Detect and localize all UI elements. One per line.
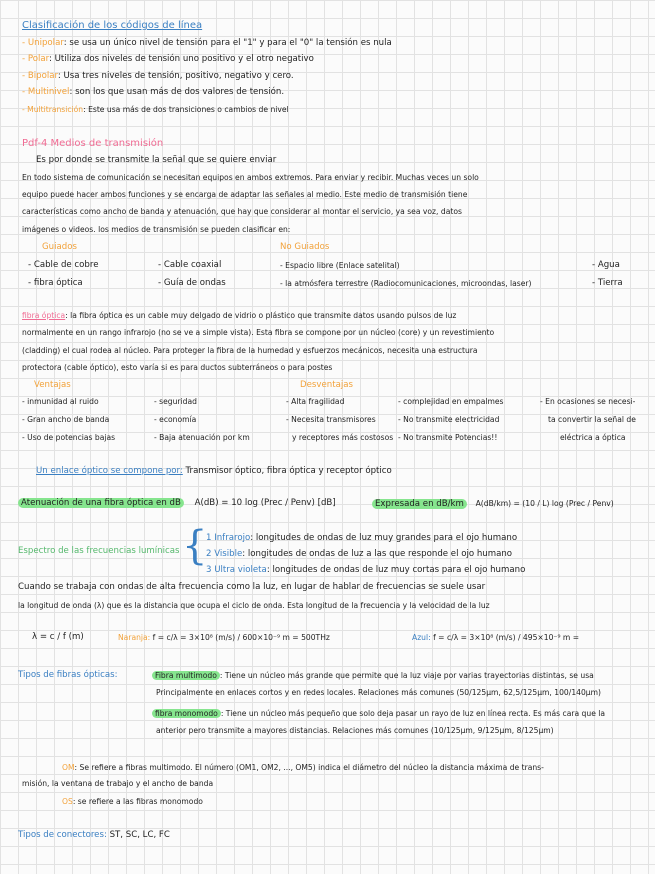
list-item: - inmunidad al ruido [22,397,99,406]
list-item: - En ocasiones se necesi- [540,397,636,406]
list-item: - Espacio libre (Enlace satelital) [280,261,400,270]
enlace-lead: Un enlace óptico se compone por: [36,466,183,476]
atenuacion-formula: A(dB) = 10 log (Prec / Penv) [dB] [194,498,336,508]
paragraph-line: En todo sistema de comunicación se necesitan equipos en ambos extremos. Para enviar y recibir. Muchas veces un solo [22,173,479,182]
list-item: y receptores más costosos [292,433,394,442]
ventajas-heading: Ventajas [34,380,71,390]
list-item: - Bipolar: Usa tres niveles de tensión, positivo, negativo y cero. [22,71,294,81]
os-label: OS [62,797,73,806]
naranja-row: Naranja: f = c/λ = 3×10⁸ (m/s) / 600×10⁻⁹ m = 500THz [118,633,330,642]
list-item: - Uso de potencias bajas [22,433,116,442]
espectro-item: 3 Ultra violeta: longitudes de ondas de luz muy cortas para el ojo humano [206,565,526,575]
list-item: - Baja atenuación por km [154,433,250,442]
desventajas-heading: Desventajas [300,380,353,390]
naranja-label: Naranja: [118,633,151,642]
azul-label: Azul: [412,633,431,642]
monomodo-line: fibra monomodo : Tiene un núcleo más pequeño que solo deja pasar un rayo de luz en línea recta. Es más cara que la [152,708,605,719]
paragraph-line: equipo puede hacer ambos funciones y se encarga de adaptar las señales al medio. Este medio de transmisión tiene [22,190,468,199]
term-multinivel: Multinivel [27,87,70,97]
monomodo-label: fibra monomodo [152,709,221,718]
no-guiados-heading: No Guiados [280,242,330,252]
term-infrarojo: Infrarojo [214,533,251,543]
paragraph-line: la longitud de onda (λ) que es la distancia que ocupa el ciclo de onda. Esta longitud de la frecuencia y la velocidad de la luz [18,601,490,610]
conectores-list: ST, SC, LC, FC [109,830,170,840]
list-item: - Guía de ondas [158,278,226,288]
list-item: - fibra óptica [28,278,83,288]
atenuacion-km-row [372,498,614,510]
list-item: ta convertir la señal de [548,415,636,424]
term-multitransicion: Multitransición [27,105,84,114]
atenuacion-km-formula: A(dB/km) = (10 / L) log (Prec / Penv) [475,499,614,508]
term-polar: Polar [27,54,50,64]
paragraph-line: (cladding) el cual rodea al núcleo. Para proteger la fibra de la humedad y esfuerzos mecánicos, necesita una estructura [22,346,478,355]
os-line: OS: se refiere a las fibras monomodo [62,797,203,806]
section-title-codigos-linea: Clasificación de los códigos de línea [22,20,203,31]
espectro-title: Espectro de las frecuencias lumínicas [18,546,180,556]
list-item: - Gran ancho de banda [22,415,110,424]
atenuacion-km-label: Expresada en dB/km [372,499,467,509]
multimodo-label: Fibra multimodo [152,671,220,680]
list-item: - Cable de cobre [28,260,99,270]
term-unipolar: Unipolar [27,38,64,48]
paragraph-line: anterior pero transmite a mayores distancias. Relaciones más comunes (10/125μm, 9/125μm, 8/125μm) [156,726,554,735]
atenuacion-label: Atenuación de una fibra óptica en dB [18,498,184,508]
om-line: OM: Se refiere a fibras multimodo. El número (OM1, OM2, ..., OM5) indica el diámetro del núcleo la distancia máxima de trans- [62,763,544,772]
list-item: - Multinivel: son los que usan más de dos valores de tensión. [22,87,285,97]
list-item: - Tierra [592,278,623,288]
atenuacion-row [18,498,336,509]
espectro-item: 1 Infrarojo: longitudes de ondas de luz muy grandes para el ojo humano [206,533,518,543]
list-item: - Necesita transmisores [286,415,376,424]
list-item: eléctrica a óptica [560,433,626,442]
term-fibra-optica: fibra óptica [22,311,66,320]
conectores-line [18,830,170,841]
paragraph-line: características como ancho de banda y atenuación, que hay que considerar al montar el servicio, ya sea voz, datos [22,207,462,216]
paragraph-line: misión, la ventana de trabajo y el ancho de banda [22,779,214,788]
lambda-formula: λ = c / f (m) [32,632,84,642]
fibra-paragraph-line: fibra óptica: la fibra óptica es un cable muy delgado de vidrio o plástico que transmite datos usando pulsos de luz [22,311,457,320]
paragraph-line: Cuando se trabaja con ondas de alta frecuencia como la luz, en lugar de hablar de frecuencias se suele usar [18,582,486,592]
guiados-heading: Guiados [42,242,77,252]
list-item: - No transmite electricidad [398,415,500,424]
list-item: - Unipolar: se usa un único nivel de tensión para el "1" y para el "0" la tensión es nula [22,38,392,48]
medios-intro: Es por donde se transmite la señal que se quiere enviar [36,155,277,165]
list-item: - seguridad [154,397,197,406]
list-item: - Agua [592,260,620,270]
espectro-item: 2 Visible: longitudes de ondas de luz a las que responde el ojo humano [206,549,513,559]
azul-row: Azul: f = c/λ = 3×10⁸ (m/s) / 495×10⁻⁹ m = [412,633,580,642]
section-title-medios: Pdf-4 Medios de transmisión [22,138,164,149]
list-item: - economía [154,415,197,424]
list-item: - Multitransición: Este usa más de dos transiciones o cambios de nivel [22,105,289,114]
om-label: OM [62,763,75,772]
list-item: - No transmite Potencias!! [398,433,498,442]
tipos-fibras-title: Tipos de fibras ópticas: [18,670,118,680]
paragraph-line: normalmente en un rango infrarojo (no se ve a simple vista). Esta fibra se compone por un núcleo (core) y un revestimiento [22,328,495,337]
multimodo-line: Fibra multimodo : Tiene un núcleo más grande que permite que la luz viaje por varias trayectorias distintas, se usa [152,670,594,681]
paragraph-line: imágenes o videos. los medios de transmisión se pueden clasificar en: [22,225,291,234]
paragraph-line: Principalmente en enlaces cortos y en redes locales. Relaciones más comunes (50/125μm, 62,5/125μm, 100/140μm) [156,688,602,697]
paragraph-line: protectora (cable óptico), esto varía si es para ductos subterráneos o para postes [22,363,333,372]
brace-icon: { [182,523,208,569]
list-item: - la atmósfera terrestre (Radiocomunicaciones, microondas, laser) [280,279,532,288]
term-bipolar: Bipolar [27,71,58,81]
term-visible: Visible [214,549,243,559]
enlace-line: Un enlace óptico se compone por: Transmisor óptico, fibra óptica y receptor óptico [36,466,392,476]
conectores-title: Tipos de conectores: [18,830,107,840]
list-item: - Polar: Utiliza dos niveles de tensión uno positivo y el otro negativo [22,54,314,64]
term-ultravioleta: Ultra violeta [214,565,267,575]
list-item: - Cable coaxial [158,260,222,270]
list-item: - complejidad en empalmes [398,397,504,406]
list-item: - Alta fragilidad [286,397,345,406]
